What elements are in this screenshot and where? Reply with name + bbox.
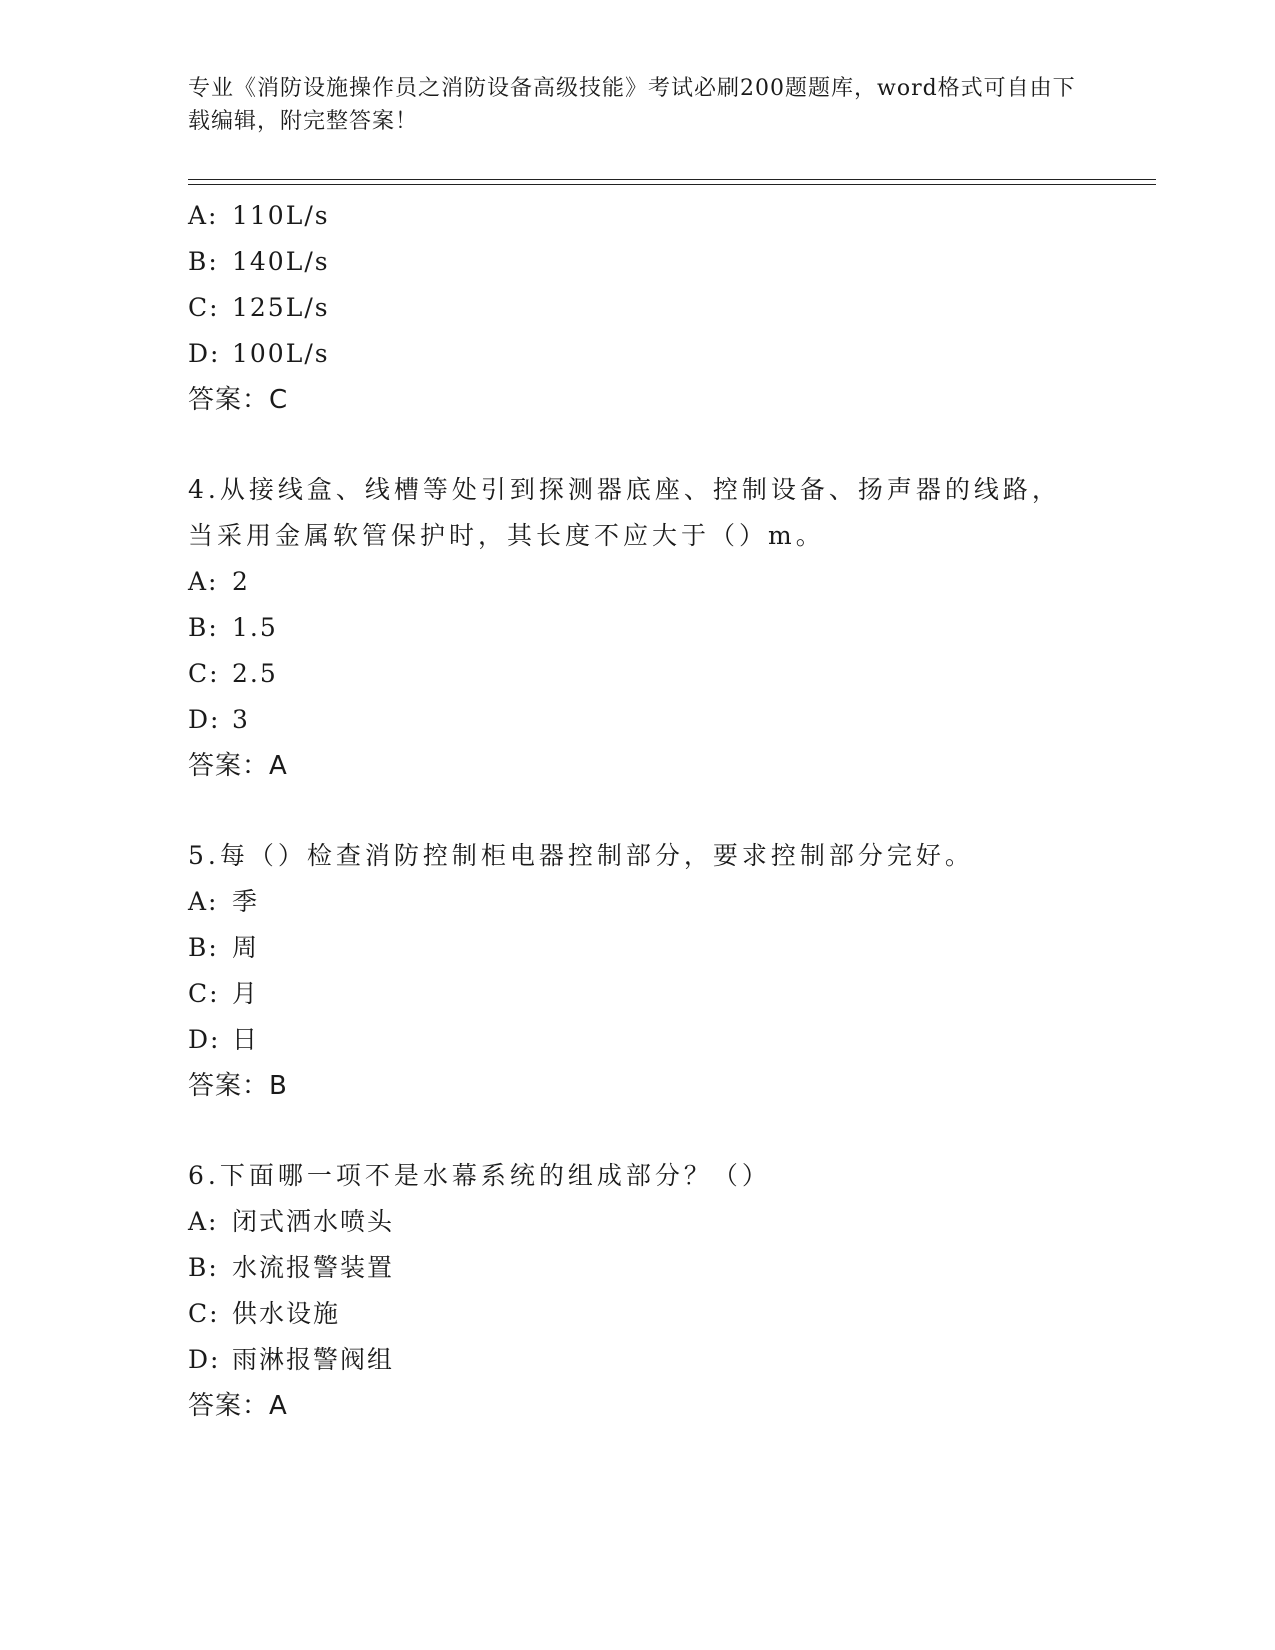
option-c: C: 125L/s <box>188 293 330 322</box>
question-text: 5.每（）检查消防控制柜电器控制部分，要求控制部分完好。 <box>188 841 974 870</box>
answer-line: 答案：B <box>188 1071 288 1101</box>
option-d: D: 100L/s <box>188 339 330 368</box>
question-block <box>188 467 1156 789</box>
option-a: A: 2 <box>188 567 250 596</box>
option-d: D: 日 <box>188 1025 260 1054</box>
question-text: 6.下面哪一项不是水幕系统的组成部分？（） <box>188 1161 771 1190</box>
option-d: D: 3 <box>188 705 250 734</box>
question-block <box>188 833 1156 1109</box>
option-b: B: 水流报警装置 <box>188 1253 395 1282</box>
question-block <box>188 1153 1156 1429</box>
option-d: D: 雨淋报警阀组 <box>188 1345 395 1374</box>
question-text: 4.从接线盒、线槽等处引到探测器底座、控制设备、扬声器的线路，当采用金属软管保护时，其长度不应大于（）m。 <box>188 475 1061 550</box>
option-b: B: 1.5 <box>188 613 278 642</box>
option-b: B: 140L/s <box>188 247 330 276</box>
option-a: A: 110L/s <box>188 201 330 230</box>
option-c: C: 供水设施 <box>188 1299 341 1328</box>
option-c: C: 月 <box>188 979 260 1008</box>
answer-line: 答案：A <box>188 751 288 781</box>
option-a: A: 闭式洒水喷头 <box>188 1207 395 1236</box>
question-list <box>188 193 1156 1429</box>
option-b: B: 周 <box>188 933 260 962</box>
question-block <box>188 193 1156 423</box>
document-header: 专业《消防设施操作员之消防设备高级技能》考试必刷200题题库，word格式可自由下载编辑，附完整答案！ <box>188 76 1076 134</box>
header-divider-bottom <box>188 184 1156 185</box>
option-a: A: 季 <box>188 887 260 916</box>
answer-line: 答案：A <box>188 1391 288 1421</box>
option-c: C: 2.5 <box>188 659 278 688</box>
header-divider-top <box>188 179 1156 180</box>
answer-line: 答案：C <box>188 385 289 415</box>
